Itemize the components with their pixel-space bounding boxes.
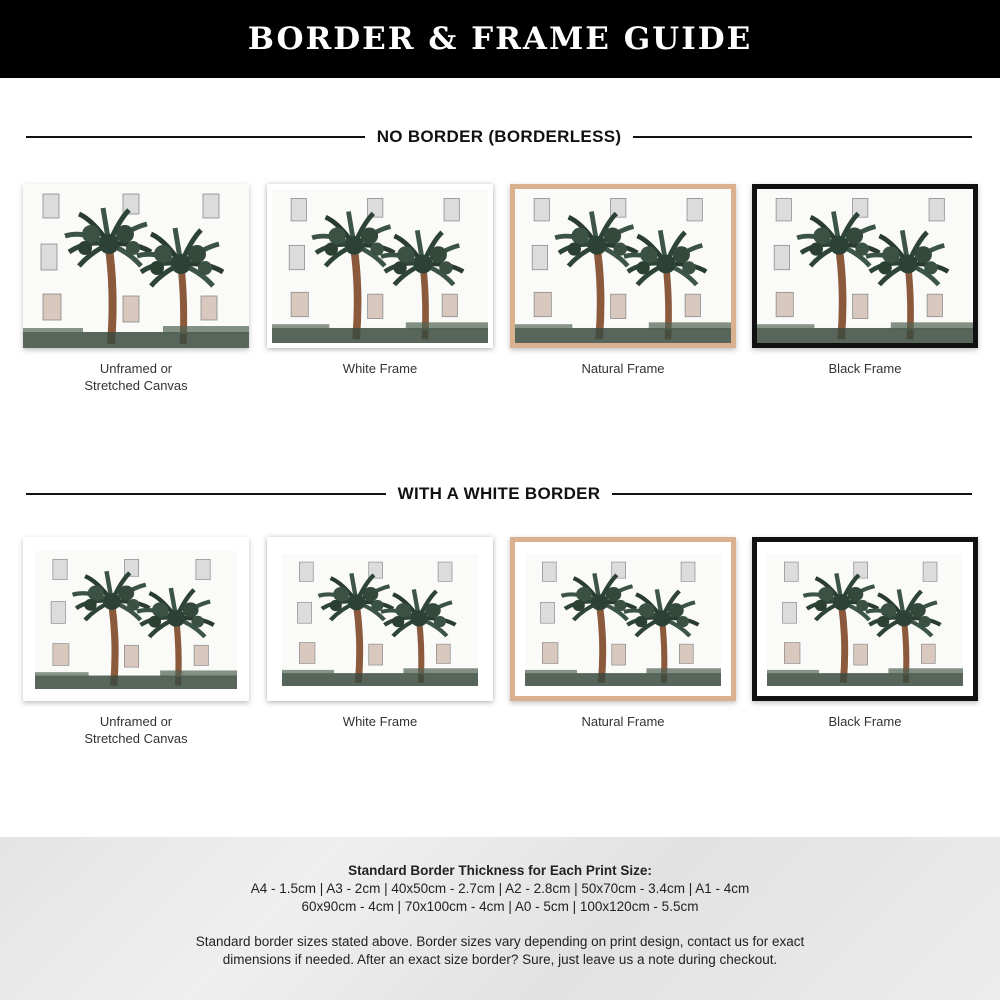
frame-unframed: [23, 537, 249, 701]
print-image: [272, 189, 488, 343]
print-image: [767, 554, 963, 686]
caption-line: Natural Frame: [581, 361, 665, 376]
print-image: [35, 551, 237, 689]
print-image: [282, 554, 478, 686]
section-title-white-border: [26, 482, 972, 506]
sizes-line: A4 - 1.5cm | A3 - 2cm | 40x50cm - 2.7cm | A2 - 2.8cm | 50x70cm - 3.4cm | A1 - 4cm: [250, 881, 750, 896]
section-label: WITH A WHITE BORDER: [397, 484, 601, 503]
frame-unframed: [23, 184, 249, 348]
caption-line: White Frame: [342, 361, 418, 376]
caption-line: Unframed or: [99, 714, 173, 729]
frame-caption: [267, 713, 493, 730]
frame-natural: [510, 184, 736, 348]
divider-left: [26, 493, 386, 495]
frame-white: [267, 537, 493, 701]
divider-right: [633, 136, 972, 138]
frame-black: [752, 537, 978, 701]
frame-caption: [752, 713, 978, 730]
frame-black: [752, 184, 978, 348]
caption-line: Unframed or: [99, 361, 173, 376]
caption-line: Natural Frame: [581, 714, 665, 729]
print-image: [757, 189, 973, 343]
note-line: dimensions if needed. After an exact size border? Sure, just leave us a note during checkout.: [222, 952, 778, 967]
header-banner: [0, 0, 1000, 78]
footer-title: Standard Border Thickness for Each Print Size:: [348, 863, 652, 878]
frame-caption: [510, 713, 736, 730]
print-image: [525, 554, 721, 686]
print-image: [23, 184, 249, 348]
section-label: NO BORDER (BORDERLESS): [376, 127, 622, 146]
caption-line: White Frame: [342, 714, 418, 729]
caption-line: Black Frame: [828, 361, 902, 376]
frame-caption: [510, 360, 736, 377]
frame-caption: [267, 360, 493, 377]
divider-right: [612, 493, 972, 495]
frame-caption: [752, 360, 978, 377]
caption-line: Stretched Canvas: [84, 378, 188, 393]
border-thickness-info: [0, 837, 1000, 1000]
frame-white: [267, 184, 493, 348]
page-title: BORDER & FRAME GUIDE: [247, 21, 753, 57]
caption-line: Black Frame: [828, 714, 902, 729]
frame-caption: [23, 713, 249, 747]
divider-left: [26, 136, 365, 138]
note-line: Standard border sizes stated above. Border sizes vary depending on print design, contact us for exact: [195, 934, 805, 949]
section-title-borderless: [26, 125, 972, 149]
sizes-line: 60x90cm - 4cm | 70x100cm - 4cm | A0 - 5cm | 100x120cm - 5.5cm: [301, 899, 699, 914]
frame-caption: [23, 360, 249, 394]
caption-line: Stretched Canvas: [84, 731, 188, 746]
frame-natural: [510, 537, 736, 701]
print-image: [515, 189, 731, 343]
